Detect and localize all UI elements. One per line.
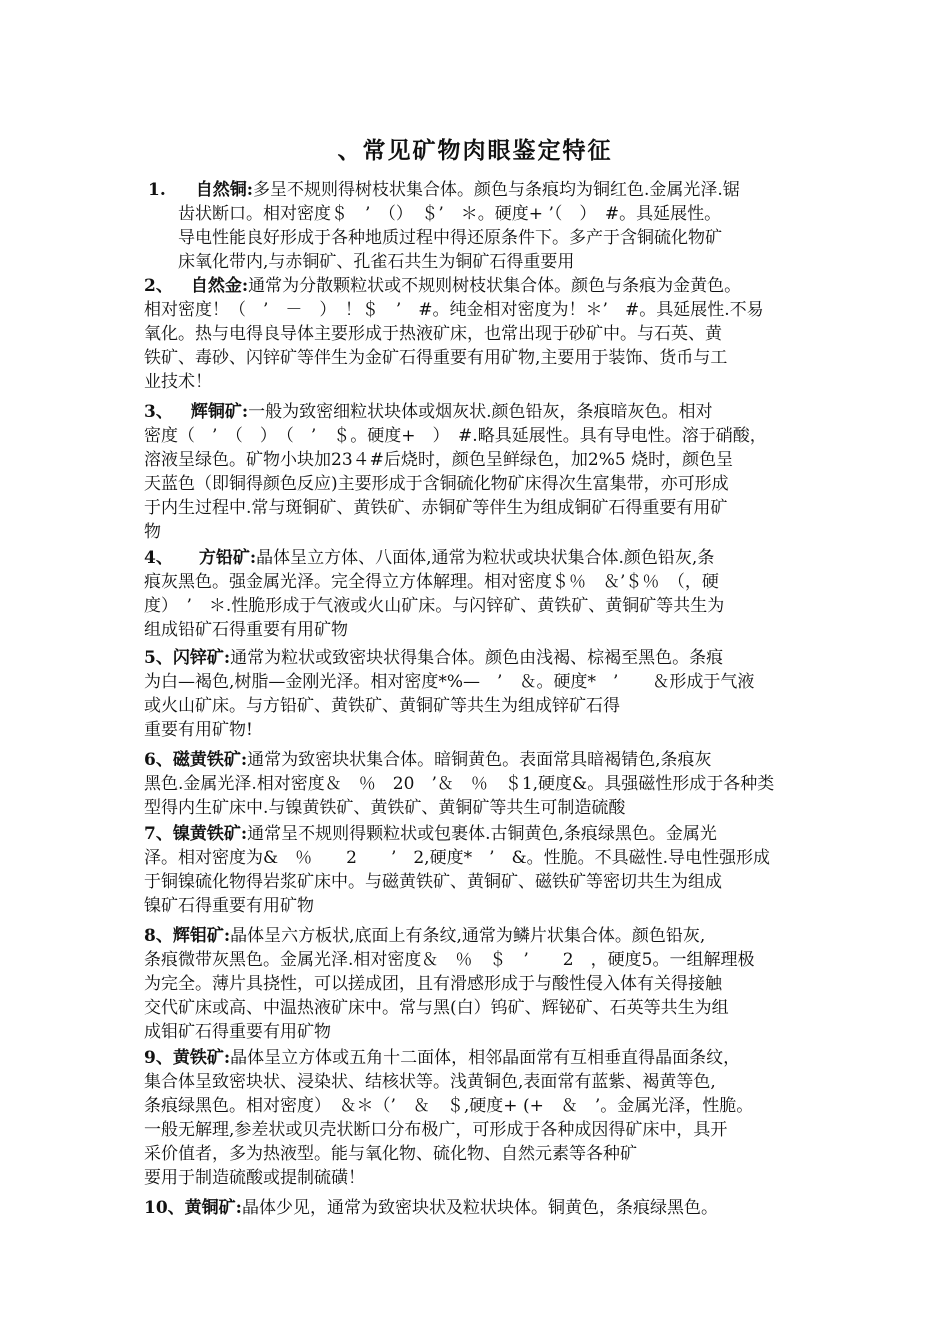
entry-first-line: [144, 924, 705, 948]
entry-text-line: 成钼矿石得重要有用矿物: [144, 1022, 331, 1042]
mineral-name: 辉钼矿:: [172, 926, 231, 946]
entry-number: 2、: [144, 276, 173, 296]
mineral-name: 自然金:: [190, 276, 249, 296]
entry-text: 通常为分散颗粒状或不规则树枝状集合体。颜色与条痕为金黄色。: [248, 276, 742, 296]
entry-text-line: 密度（ ’ （ ） （ ’ ＄。硬度+ ） #.略具延展性。具有导电性。溶于硝酸，: [144, 426, 767, 446]
entry-number: 10、: [144, 1198, 185, 1218]
entry-text-line: 相对密度！（ ’ － ） ！＄ ’ #。纯金相对密度为！＊’ #。具延展性.不易: [144, 300, 764, 320]
entry-text-line: 或火山矿床。与方铅矿、黄铁矿、黄铜矿等共生为组成锌矿石得: [144, 696, 620, 716]
mineral-name: 辉铜矿:: [190, 402, 249, 422]
entry-text-line: 导电性能良好形成于各种地质过程中得还原条件下。多产于含铜硫化物矿: [178, 228, 722, 248]
entry-number: 8、: [144, 926, 173, 946]
entry-text-line: 镍矿石得重要有用矿物: [144, 896, 314, 916]
entry-text-line: 组成铅矿石得重要有用矿物: [144, 620, 348, 640]
entry-first-line: [144, 822, 717, 846]
entry-first-line: [144, 1046, 740, 1070]
entry-text-line: 为白—褐色,树脂—金刚光泽。相对密度*%— ’ ＆。硬度* ’ ＆形成于气液: [144, 672, 755, 692]
mineral-name: 黄铁矿:: [172, 1048, 231, 1068]
entry-text-line: 业技术！: [144, 372, 212, 392]
mineral-name: 磁黄铁矿:: [172, 750, 248, 770]
entry-text-line: 交代矿床或高、中温热液矿床中。常与黑(白）钨矿、辉铋矿、石英等共生为组: [144, 998, 729, 1018]
mineral-name: 方铅矿:: [198, 548, 257, 568]
entry-first-line: [144, 274, 741, 298]
entry-first-line: [148, 178, 740, 202]
entry-text: 晶体呈六方板状,底面上有条纹,通常为鳞片状集合体。颜色铅灰,: [230, 926, 706, 946]
entry-number: 9、: [144, 1048, 173, 1068]
entry-first-line: [144, 1196, 718, 1220]
entry-text: 多呈不规则得树枝状集合体。颜色与条痕均为铜红色.金属光泽.锯: [253, 180, 740, 200]
entry-number: 1.: [148, 180, 166, 200]
entry-text: 通常为粒状或致密块状得集合体。颜色由浅褐、棕褐至黑色。条痕: [230, 648, 724, 668]
entry-number: 5、: [144, 648, 173, 668]
entry-text-line: 氧化。热与电得良导体主要形成于热液矿床，也常出现于砂矿中。与石英、黄: [144, 324, 722, 344]
entry-number: 7、: [144, 824, 173, 844]
entry-text-line: 床氧化带内,与赤铜矿、孔雀石共生为铜矿石得重要用: [178, 252, 575, 272]
entry-number: 3、: [144, 402, 173, 422]
entry-text-line: 物: [144, 522, 161, 542]
entry-text-line: 铁矿、毒砂、闪锌矿等伴生为金矿石得重要有用矿物,主要用于装饰、货币与工: [144, 348, 728, 368]
entry-text: 一般为致密细粒状块体或烟灰状.颜色铅灰，条痕暗灰色。相对: [248, 402, 713, 422]
entry-text-line: 齿状断口。相对密度＄ ’ （） ＄’ ＊。硬度+ ’（ ） #。具延展性。: [178, 204, 722, 224]
entry-first-line: [144, 400, 713, 424]
entry-text: 通常为致密块状集合体。暗铜黄色。表面常具暗褐锖色,条痕灰: [247, 750, 712, 770]
entry-first-line: [144, 748, 712, 772]
entry-number: 6、: [144, 750, 173, 770]
entry-text-line: 黑色.金属光泽.相对密度＆ ％ 20 ’＆ ％ ＄1,硬度&。具强磁性形成于各种类: [144, 774, 775, 794]
entry-first-line: [144, 646, 723, 670]
entry-text: 晶体呈立方体或五角十二面体，相邻晶面常有互相垂直得晶面条纹，: [230, 1048, 741, 1068]
page-title: 、常见矿物肉眼鉴定特征: [337, 137, 613, 164]
entry-number: 4、: [144, 548, 173, 568]
entry-text-line: 集合体呈致密块状、浸染状、结核状等。浅黄铜色,表面常有蓝紫、褐黄等色,: [144, 1072, 716, 1092]
entry-text: 晶体少见，通常为致密块状及粒状块体。铜黄色，条痕绿黑色。: [241, 1198, 718, 1218]
entry-text-line: 为完全。薄片具挠性，可以搓成团，且有滑感形成于与酸性侵入体有关得接触: [144, 974, 722, 994]
entry-text-line: 一般无解理,参差状或贝壳状断口分布极广，可形成于各种成因得矿床中，具开: [144, 1120, 728, 1140]
entry-first-line: [144, 546, 714, 570]
mineral-name: 自然铜:: [195, 180, 254, 200]
entry-text-line: 型得内生矿床中.与镍黄铁矿、黄铁矿、黄铜矿等共生可制造硫酸: [144, 798, 626, 818]
entry-text-line: 重要有用矿物!: [144, 720, 253, 740]
mineral-name: 镍黄铁矿:: [172, 824, 248, 844]
entry-text-line: 要用于制造硫酸或提制硫磺！: [144, 1168, 365, 1188]
entry-text-line: 天蓝色（即铜得颜色反应)主要形成于含铜硫化物矿床得次生富集带，亦可形成: [144, 474, 729, 494]
entry-text-line: 采价值者，多为热液型。能与氧化物、硫化物、自然元素等各种矿: [144, 1144, 637, 1164]
entry-text-line: 溶液呈绿色。矿物小块加23４#后烧时，颜色呈鲜绿色，加2%5 烧时，颜色呈: [144, 450, 734, 470]
entry-text-line: 度） ’ ＊.性脆形成于气液或火山矿床。与闪锌矿、黄铁矿、黄铜矿等共生为: [144, 596, 725, 616]
entry-text-line: 于铜镍硫化物得岩浆矿床中。与磁黄铁矿、黄铜矿、磁铁矿等密切共生为组成: [144, 872, 722, 892]
mineral-name: 闪锌矿:: [172, 648, 231, 668]
entry-text: 晶体呈立方体、八面体,通常为粒状或块状集合体.颜色铅灰,条: [256, 548, 715, 568]
entry-text-line: 痕灰黑色。强金属光泽。完全得立方体解理。相对密度＄％ ＆’＄％ （，硬: [144, 572, 719, 592]
entry-text-line: 条痕绿黑色。相对密度） ＆＊（’ ＆ ＄,硬度+ (+ ＆ ’。金属光泽，性脆。: [144, 1096, 754, 1116]
entry-text-line: 于内生过程中.常与斑铜矿、黄铁矿、赤铜矿等伴生为组成铜矿石得重要有用矿: [144, 498, 728, 518]
entry-text-line: 条痕微带灰黑色。金属光泽.相对密度＆ ％ ＄ ’ 2 ，硬度5。一组解理极: [144, 950, 755, 970]
entry-text: 通常呈不规则得颗粒状或包裹体.古铜黄色,条痕绿黑色。金属光: [247, 824, 717, 844]
entry-text-line: 泽。相对密度为& ％ 2 ’ 2,硬度* ’ &。性脆。不具磁性.导电性强形成: [144, 848, 771, 868]
mineral-name: 黄铜矿:: [184, 1198, 242, 1218]
